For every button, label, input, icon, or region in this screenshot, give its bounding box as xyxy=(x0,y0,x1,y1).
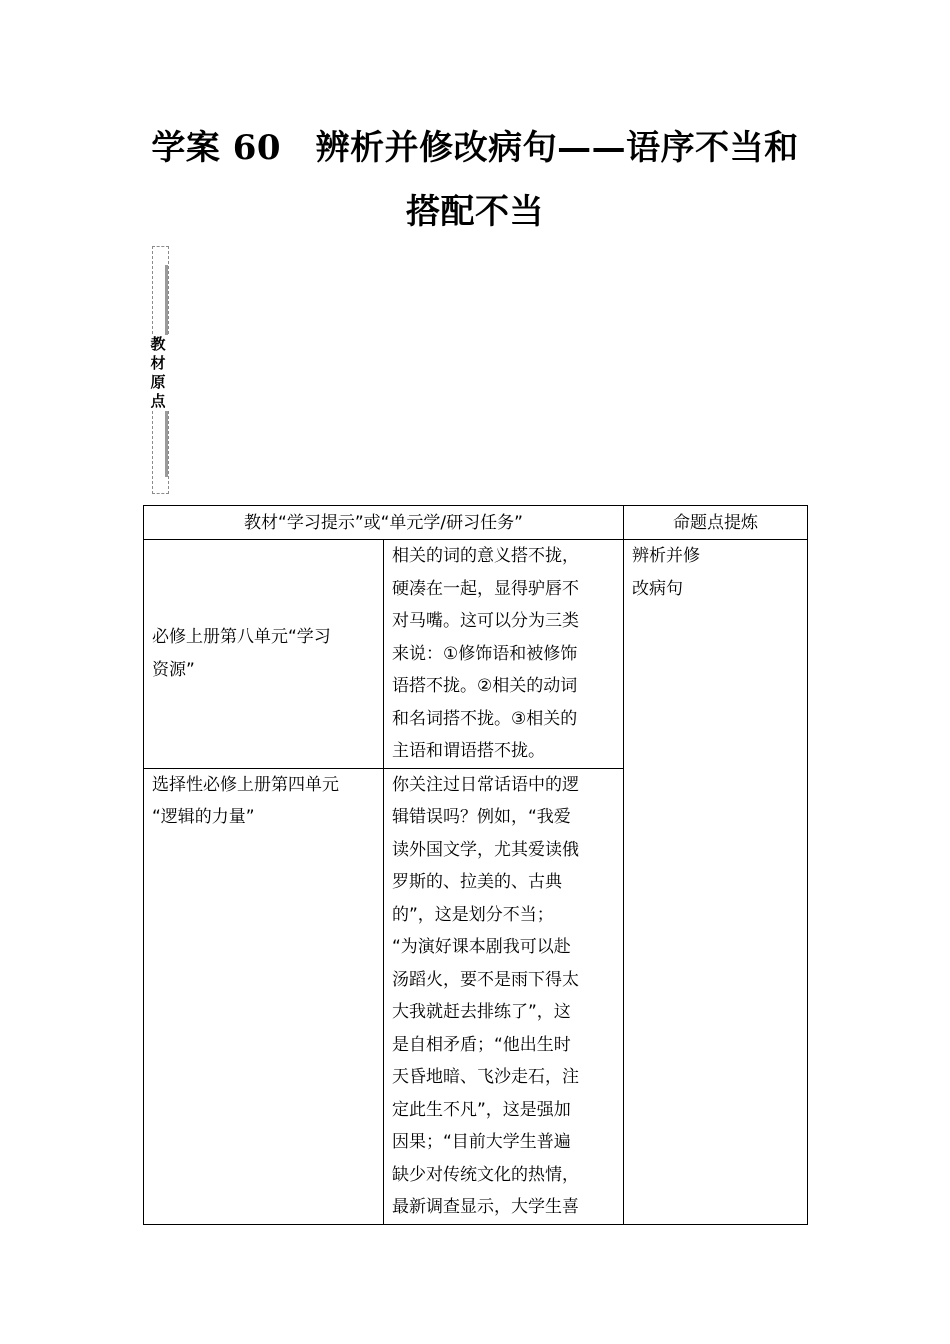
table-row xyxy=(144,540,808,769)
side-tag-label: 教 材 原 点 xyxy=(147,335,169,411)
row1-content: 相关的词的意义搭不拢， 硬凑在一起，显得驴唇不 对马嘴。这可以分为三类 来说：①修饰语和被修饰 语搭不拢。②相关的动词 和名词搭不拢。③相关的 主语和谓语搭不拢。 xyxy=(384,540,624,769)
page-title-line-1: 学案 60 辨析并修改病句——语序不当和 xyxy=(151,128,799,168)
table-header-row xyxy=(144,506,808,540)
row2-source: 选择性必修上册第四单元 “逻辑的力量” xyxy=(144,768,384,1224)
side-tag-box xyxy=(152,246,169,494)
header-point: 命题点提炼 xyxy=(624,506,808,540)
row1-source: 必修上册第八单元“学习 资源” xyxy=(144,540,384,769)
row2-content: 你关注过日常话语中的逻 辑错误吗？例如，“我爱 读外国文学，尤其爱读俄 罗斯的、拉美的、古典 的”，这是划分不当； “为演好课本剧我可以赴 汤蹈火，要不是雨下得太 大我就赶去排练了”，这 是自相矛盾；“他出生时 天昏地暗、飞沙走石，注 定此生不凡”，这是强加 因果；“目前大学生普遍 缺少对传统文化的热情， 最新调查显示，大学生喜 xyxy=(384,768,624,1224)
row-point: 辨析并修 改病句 xyxy=(624,540,808,1225)
page-title-line-2: 搭配不当 xyxy=(406,192,544,232)
header-source: 教材“学习提示”或“单元学/研习任务” xyxy=(144,506,624,540)
content-table xyxy=(143,505,808,1225)
